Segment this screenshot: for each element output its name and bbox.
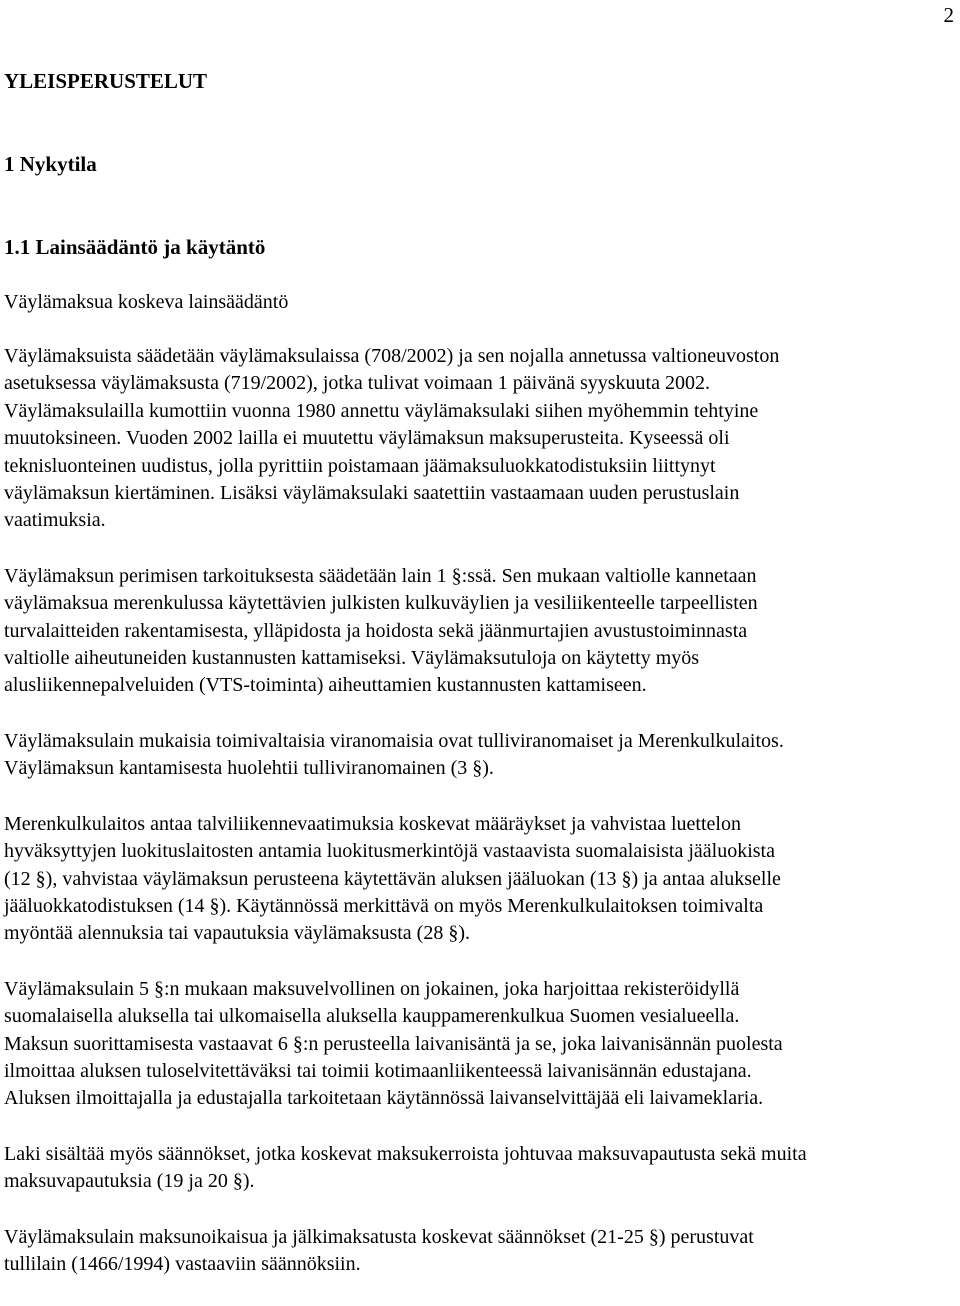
- paragraph: [4, 1224, 954, 1279]
- paragraph-line: (12 §), vahvistaa väylämaksun perusteena käytettävän aluksen jääluokan (13 §) ja antaa alukselle: [4, 867, 781, 890]
- paragraph-line: Laki sisältää myös säännökset, jotka koskevat maksukerroista johtuvaa maksuvapautusta sekä muita: [4, 1142, 807, 1165]
- paragraph-line: muutoksineen. Vuoden 2002 lailla ei muutettu väylämaksun maksuperusteita. Kyseessä oli: [4, 427, 730, 450]
- paragraph-line: jääluokkatodistuksen (14 §). Käytännössä merkittävä on myös Merenkulkulaitoksen toimivalta: [4, 894, 764, 917]
- subsection-heading: 1.1 Lainsäädäntö ja käytäntö: [4, 235, 266, 259]
- paragraph-line: väylämaksun kiertäminen. Lisäksi väylämaksulaki saatettiin vastaamaan uuden perustuslain: [4, 482, 740, 505]
- paragraph-line: Merenkulkulaitos antaa talviliikennevaatimuksia koskevat määräykset ja vahvistaa luettelon: [4, 812, 741, 835]
- paragraph-line: myöntää alennuksia tai vapautuksia väylämaksusta (28 §).: [4, 922, 470, 945]
- paragraph-line: asetuksessa väylämaksusta (719/2002), jotka tulivat voimaan 1 päivänä syyskuuta 2002.: [4, 372, 710, 395]
- paragraph-line: Väylämaksulain 5 §:n mukaan maksuvelvollinen on jokainen, joka harjoittaa rekisteröidyllä: [4, 977, 740, 1000]
- paragraph: [4, 343, 954, 535]
- paragraph-line: Maksun suorittamisesta vastaavat 6 §:n perusteella laivanisäntä ja se, joka laivanisännän puolesta: [4, 1032, 783, 1055]
- paragraph-line: vaatimuksia.: [4, 509, 106, 532]
- paragraph-line: suomalaisella aluksella tai ulkomaisella aluksella kauppamerenkulkua Suomen vesialueella.: [4, 1005, 740, 1028]
- paragraph: [4, 1141, 954, 1196]
- paragraph: [4, 563, 954, 700]
- page-number: 2: [943, 3, 954, 27]
- section-heading: 1 Nykytila: [4, 152, 97, 176]
- topic-subtitle: Väylämaksua koskeva lainsäädäntö: [4, 291, 289, 313]
- paragraph: [4, 811, 954, 948]
- paragraph-line: Väylämaksulailla kumottiin vuonna 1980 annettu väylämaksulaki siihen myöhemmin tehtyine: [4, 399, 759, 422]
- paragraph-line: maksuvapautuksia (19 ja 20 §).: [4, 1170, 255, 1193]
- paragraph: [4, 728, 954, 783]
- paragraph-line: Väylämaksuista säädetään väylämaksulaissa (708/2002) ja sen nojalla annetussa valtioneuvoston: [4, 345, 780, 367]
- paragraph-line: Aluksen ilmoittajalla ja edustajalla tarkoitetaan käytännössä laivanselvittäjää eli laivameklaria.: [4, 1087, 764, 1110]
- paragraph-line: alusliikennepalveluiden (VTS-toiminta) aiheuttamien kustannusten kattamiseen.: [4, 674, 647, 697]
- body-text: [4, 343, 954, 1306]
- paragraph-line: väylämaksua merenkulussa käytettävien julkisten kulkuväylien ja vesiliikenteelle tarpeellisten: [4, 592, 758, 615]
- main-heading: YLEISPERUSTELUT: [4, 69, 208, 93]
- paragraph-line: hyväksyttyjen luokituslaitosten antamia luokitusmerkintöjä vastaavista suomalaisista jääluokista: [4, 840, 775, 863]
- paragraph-line: teknisluonteinen uudistus, jolla pyrittiin poistamaan jäämaksuluokkatodistuksiin liittynyt: [4, 454, 716, 477]
- paragraph-line: Väylämaksulain mukaisia toimivaltaisia viranomaisia ovat tulliviranomaiset ja Merenkulkulaitos.: [4, 729, 784, 752]
- paragraph-line: turvalaitteiden rakentamisesta, ylläpidosta ja hoidosta sekä jäänmurtajien avustustoiminnasta: [4, 619, 748, 642]
- paragraph-line: Väylämaksun perimisen tarkoituksesta säädetään lain 1 §:ssä. Sen mukaan valtiolle kannetaan: [4, 564, 757, 587]
- paragraph-line: ilmoittaa aluksen tuloselvitettäväksi tai toimii kotimaanliikenteessä laivanisännän edustajana.: [4, 1059, 752, 1082]
- paragraph-line: Väylämaksun kantamisesta huolehtii tulliviranomainen (3 §).: [4, 757, 494, 780]
- paragraph-line: tullilain (1466/1994) vastaaviin säännöksiin.: [4, 1252, 361, 1275]
- paragraph-line: valtiolle aiheutuneiden kustannusten kattamiseksi. Väylämaksutuloja on käytetty myös: [4, 647, 700, 670]
- paragraph: [4, 976, 954, 1113]
- paragraph-line: Väylämaksulain maksunoikaisua ja jälkimaksatusta koskevat säännökset (21-25 §) perustuvat: [4, 1225, 754, 1248]
